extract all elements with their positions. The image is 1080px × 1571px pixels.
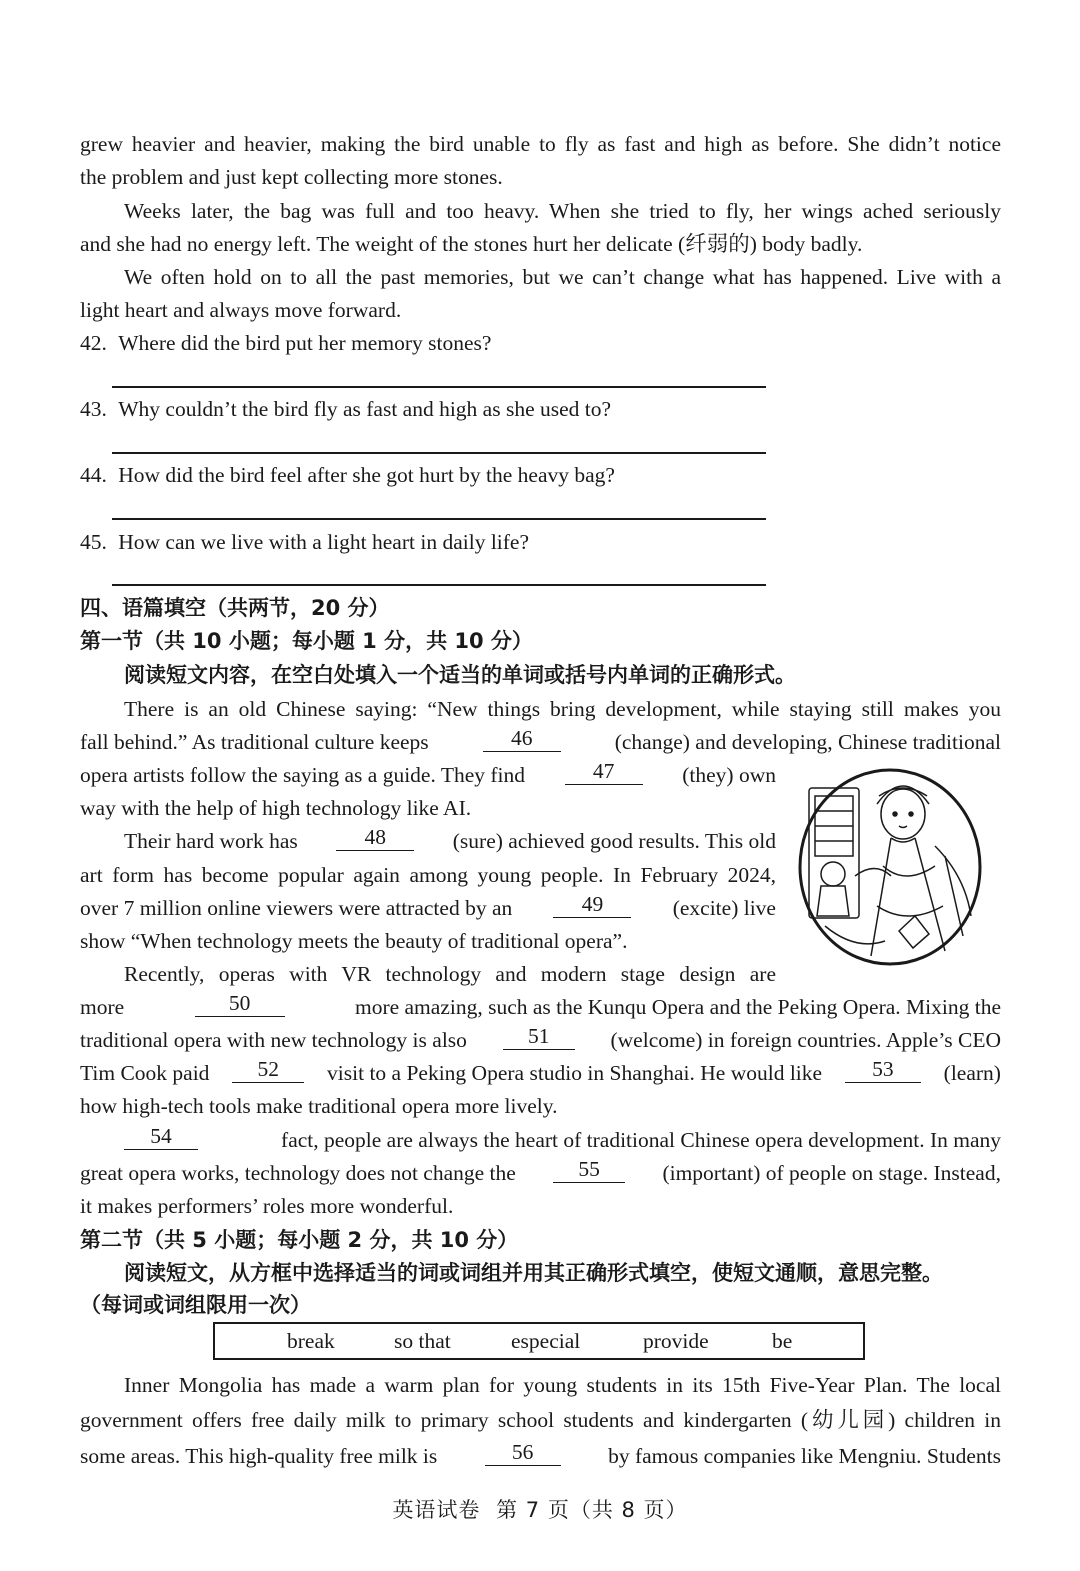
passage-line <box>80 1441 1001 1471</box>
passage-text: great opera works, technology does not change the <box>80 1161 516 1185</box>
part1-title: 第一节（共 10 小题；每小题 1 分，共 10 分） <box>80 629 533 653</box>
passage-text: (welcome) in foreign countries. Apple’s CEO <box>610 1028 1001 1052</box>
passage-line: light heart and always move forward. <box>80 298 402 322</box>
passage-text: (learn) <box>943 1061 1001 1085</box>
answer-line-45[interactable] <box>112 584 766 586</box>
blank-49[interactable]: 49 <box>553 893 631 918</box>
passage-text: fact, people are always the heart of traditional Chinese opera development. In many <box>281 1128 1001 1152</box>
passage-line: Recently, operas with VR technology and modern stage design are <box>124 962 776 986</box>
passage-text: traditional opera with new technology is also <box>80 1028 467 1052</box>
passage-line <box>80 992 1001 1022</box>
passage-text: (sure) achieved good results. This old <box>452 829 776 853</box>
question-42 <box>80 328 1001 358</box>
passage-text: Tim Cook paid <box>80 1061 210 1085</box>
part1-instructions: 阅读短文内容，在空白处填入一个适当的单词或括号内单词的正确形式。 <box>124 663 796 687</box>
question-number: 45. <box>80 530 107 554</box>
question-45 <box>80 527 1001 557</box>
blank-55[interactable]: 55 <box>553 1158 625 1183</box>
blank-46[interactable]: 46 <box>483 727 561 752</box>
passage-text: by famous companies like Mengniu. Students <box>608 1444 1001 1468</box>
question-number: 42. <box>80 331 107 355</box>
question-text: Why couldn’t the bird fly as fast and high as she used to? <box>118 397 612 421</box>
passage-line <box>124 1125 1001 1155</box>
word-option: so that <box>394 1329 451 1353</box>
section-title: 四、语篇填空（共两节，20 分） <box>80 596 390 620</box>
passage-text: fall behind.” As traditional culture keeps <box>80 730 429 754</box>
passage-line: Inner Mongolia has made a warm plan for young students in its 15th Five-Year Plan. The local <box>124 1373 1001 1397</box>
passage-text: (excite) live <box>672 896 776 920</box>
passage-line <box>80 893 776 923</box>
passage-text: visit to a Peking Opera studio in Shanghai. He would like <box>327 1061 823 1085</box>
blank-50[interactable]: 50 <box>195 992 285 1017</box>
blank-51[interactable]: 51 <box>503 1025 575 1050</box>
part2-note: （每词或词组限用一次） <box>80 1293 311 1317</box>
passage-text: more amazing, such as the Kunqu Opera and the Peking Opera. Mixing the <box>354 995 1001 1019</box>
word-box <box>213 1322 865 1360</box>
answer-line-43[interactable] <box>112 452 766 454</box>
passage-line: grew heavier and heavier, making the bird unable to fly as fast and high as before. She didn’t notice <box>80 132 1001 156</box>
question-44 <box>80 460 1001 490</box>
passage-text: some areas. This high-quality free milk is <box>80 1444 438 1468</box>
passage-line: art form has become popular again among young people. In February 2024, <box>80 863 776 887</box>
passage-line: way with the help of high technology like AI. <box>80 796 472 820</box>
passage-line: There is an old Chinese saying: “New things bring development, while staying still makes you <box>124 697 1001 721</box>
blank-53[interactable]: 53 <box>845 1058 921 1083</box>
passage-line: the problem and just kept collecting more stones. <box>80 165 503 189</box>
blank-47[interactable]: 47 <box>565 760 643 785</box>
question-text: How did the bird feel after she got hurt by the heavy bag? <box>118 463 615 487</box>
passage-text: opera artists follow the saying as a guide. They find <box>80 763 526 787</box>
passage-line <box>80 1158 1001 1188</box>
blank-54[interactable]: 54 <box>124 1125 198 1150</box>
passage-text: Their hard work has <box>124 829 298 853</box>
word-option: break <box>287 1329 335 1353</box>
word-option: especial <box>511 1329 581 1353</box>
passage-line <box>80 760 776 790</box>
passage-line: government offers free daily milk to primary school students and kindergarten (幼儿园) children in <box>80 1408 1001 1432</box>
opera-illustration <box>795 766 987 968</box>
passage-line: it makes performers’ roles more wonderful. <box>80 1194 454 1218</box>
footer-subject: 英语试卷 <box>392 1498 481 1522</box>
passage-line: show “When technology meets the beauty of traditional opera”. <box>80 929 628 953</box>
question-number: 44. <box>80 463 107 487</box>
passage-line: how high-tech tools make traditional opera more lively. <box>80 1094 558 1118</box>
part2-title: 第二节（共 5 小题；每小题 2 分，共 10 分） <box>80 1228 519 1252</box>
part2-instructions: 阅读短文，从方框中选择适当的词或词组并用其正确形式填空，使短文通顺，意思完整。 <box>124 1261 943 1285</box>
passage-text: (important) of people on stage. Instead, <box>662 1161 1001 1185</box>
passage-line <box>80 1025 1001 1055</box>
passage-line: Weeks later, the bag was full and too heavy. When she tried to fly, her wings ached seriously <box>124 199 1001 223</box>
question-number: 43. <box>80 397 107 421</box>
word-option: provide <box>643 1329 709 1353</box>
passage-line: and she had no energy left. The weight of the stones hurt her delicate (纤弱的) body badly. <box>80 232 863 256</box>
passage-line: We often hold on to all the past memories, but we can’t change what has happened. Live with a <box>124 265 1001 289</box>
page-footer <box>0 1494 1080 1524</box>
passage-line <box>80 1058 1001 1088</box>
word-option: be <box>772 1329 793 1353</box>
question-text: How can we live with a light heart in daily life? <box>118 530 530 554</box>
passage-text: (change) and developing, Chinese traditional <box>614 730 1001 754</box>
answer-line-44[interactable] <box>112 518 766 520</box>
passage-text: more <box>80 995 125 1019</box>
blank-48[interactable]: 48 <box>336 826 414 851</box>
footer-page-number: 第 7 页（共 8 页） <box>496 1498 688 1522</box>
passage-text: (they) own <box>682 763 776 787</box>
answer-line-42[interactable] <box>112 386 766 388</box>
blank-52[interactable]: 52 <box>232 1058 304 1083</box>
question-43 <box>80 394 1001 424</box>
passage-text: over 7 million online viewers were attracted by an <box>80 896 513 920</box>
passage-line <box>124 826 776 856</box>
passage-line <box>80 727 1001 757</box>
question-text: Where did the bird put her memory stones? <box>118 331 492 355</box>
blank-56[interactable]: 56 <box>485 1441 561 1466</box>
